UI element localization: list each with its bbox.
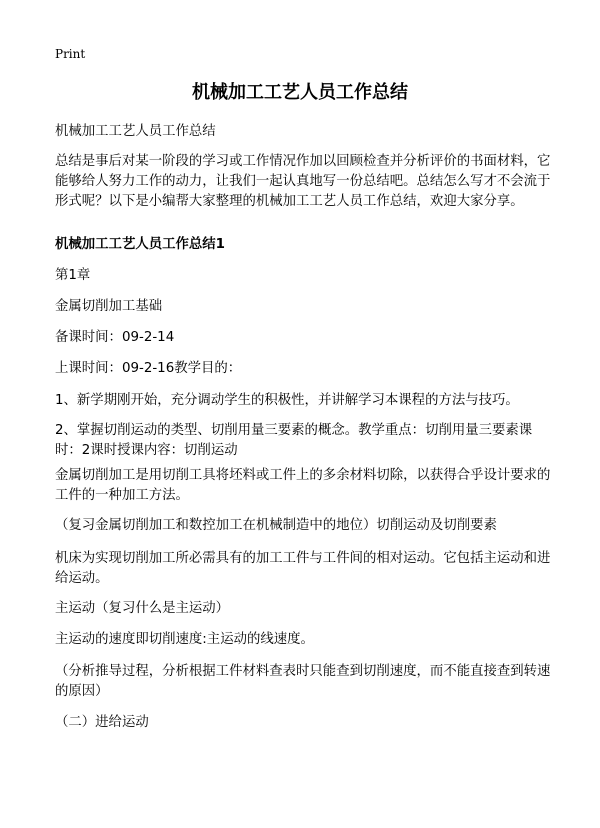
intro-paragraph: 总结是事后对某一阶段的学习或工作情况作加以回顾检查并分析评价的书面材料，它能够给人努力工作的动力，让我们一起认真地写一份总结吧。总结怎么写才不会流于形式呢？以下是小编帮大家整理的机械加工工艺人员工作总结，欢迎大家分享。	[55, 154, 551, 209]
review-paragraph: （复习金属切削加工和数控加工在机械制造中的地位）切削运动及切削要素	[55, 518, 497, 533]
section-heading: 机械加工工艺人员工作总结1	[55, 237, 226, 252]
goal-item-2: 2、掌握切削运动的类型、切削用量三要素的概念。教学重点：切削用量三要素课时：2课时授课内容：切削运动	[55, 423, 533, 458]
motion-paragraph: 机床为实现切削加工所必需具有的加工工件与工件间的相对运动。它包括主运动和进给运动。	[55, 551, 551, 586]
feed-motion-heading: （二）进给运动	[55, 715, 149, 730]
analysis-paragraph: （分析推导过程，分析根据工件材料查表时只能查到切削速度，而不能直接查到转速的原因）	[55, 664, 551, 699]
prep-time: 备课时间：09-2-14	[55, 330, 175, 345]
main-motion-heading: 主运动（复习什么是主运动）	[55, 601, 230, 616]
class-time: 上课时间：09-2-16教学目的：	[55, 361, 242, 376]
intro-heading: 机械加工工艺人员工作总结	[55, 124, 216, 139]
chapter-title: 金属切削加工基础	[55, 299, 163, 314]
print-label: Print	[55, 47, 86, 61]
main-motion-speed: 主运动的速度即切削速度:主运动的线速度。	[55, 632, 314, 647]
definition-paragraph: 金属切削加工是用切削工具将坯料或工件上的多余材料切除，以获得合乎设计要求的工件的一种加工方法。	[55, 468, 551, 503]
chapter-label: 第1章	[55, 268, 91, 283]
page-title: 机械加工工艺人员工作总结	[192, 82, 408, 103]
goal-item-1: 1、新学期刚开始，充分调动学生的积极性，并讲解学习本课程的方法与技巧。	[55, 393, 519, 408]
